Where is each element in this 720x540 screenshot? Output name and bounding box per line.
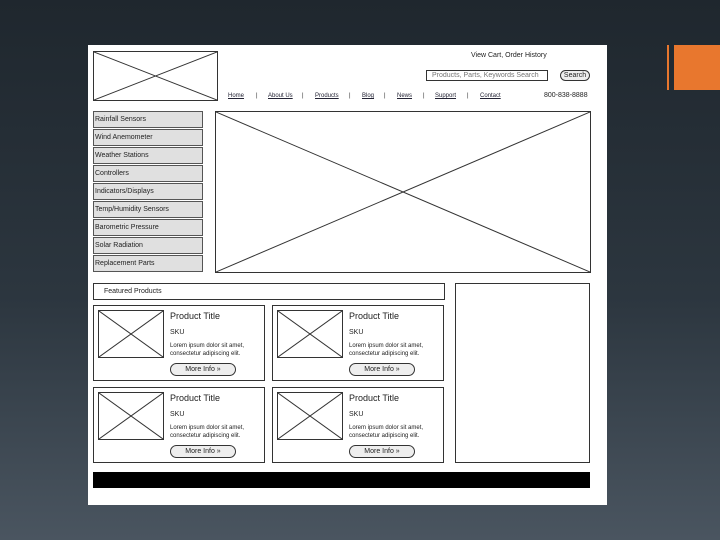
featured-products-heading: Featured Products <box>93 283 445 300</box>
more-info-button[interactable]: More Info » <box>170 363 236 376</box>
nav-home[interactable]: Home <box>228 93 245 99</box>
product-sku: SKU <box>170 411 185 418</box>
product-card[interactable] <box>272 305 444 381</box>
sidebar-item-indicators-displays[interactable]: Indicators/Displays <box>93 183 203 200</box>
more-info-button[interactable]: More Info » <box>349 363 415 376</box>
product-title[interactable]: Product Title <box>170 311 221 321</box>
image-placeholder-icon <box>278 393 342 439</box>
image-placeholder-icon <box>99 311 163 357</box>
nav-separator: | <box>467 93 469 99</box>
product-card[interactable] <box>93 387 265 463</box>
footer-bar <box>93 472 590 488</box>
image-placeholder-icon <box>99 393 163 439</box>
sidebar-item-weather-stations[interactable]: Weather Stations <box>93 147 203 164</box>
nav-separator: | <box>384 93 386 99</box>
product-description: Lorem ipsum dolor sit amet, consectetur adipiscing elit. <box>349 425 424 439</box>
sidebar-item-rainfall-sensors[interactable]: Rainfall Sensors <box>93 111 203 128</box>
nav-separator: | <box>256 93 258 99</box>
product-description: Lorem ipsum dolor sit amet, consectetur adipiscing elit. <box>349 343 424 357</box>
sidebar-item-temp-humidity-sensors[interactable]: Temp/Humidity Sensors <box>93 201 203 218</box>
product-title[interactable]: Product Title <box>349 311 400 321</box>
hero-banner-placeholder[interactable] <box>215 111 591 273</box>
product-sku: SKU <box>349 411 364 418</box>
image-placeholder-icon <box>94 52 217 100</box>
nav-blog[interactable]: Blog <box>362 93 375 99</box>
nav-separator: | <box>302 93 304 99</box>
product-image-placeholder[interactable] <box>98 392 164 440</box>
search-input[interactable] <box>426 70 548 81</box>
more-info-button[interactable]: More Info » <box>349 445 415 458</box>
product-title[interactable]: Product Title <box>170 393 221 403</box>
sidebar-item-replacement-parts[interactable]: Replacement Parts <box>93 255 203 272</box>
product-sku: SKU <box>349 329 364 336</box>
image-placeholder-icon <box>216 112 590 272</box>
sidebar-ad-box <box>455 283 590 463</box>
sidebar-item-wind-anemometer[interactable]: Wind Anemometer <box>93 129 203 146</box>
product-description: Lorem ipsum dolor sit amet, consectetur adipiscing elit. <box>170 425 245 439</box>
product-image-placeholder[interactable] <box>277 392 343 440</box>
product-description: Lorem ipsum dolor sit amet, consectetur adipiscing elit. <box>170 343 245 357</box>
nav-products[interactable]: Products <box>315 93 339 99</box>
sidebar-item-controllers[interactable]: Controllers <box>93 165 203 182</box>
product-image-placeholder[interactable] <box>98 310 164 358</box>
nav-news[interactable]: News <box>397 93 413 99</box>
accent-block <box>674 45 720 90</box>
nav-contact[interactable]: Contact <box>480 93 501 99</box>
nav-about[interactable]: About Us <box>268 93 293 99</box>
sidebar-item-barometric-pressure[interactable]: Barometric Pressure <box>93 219 203 236</box>
phone-number: 800-838-8888 <box>544 92 588 99</box>
search-button[interactable]: Search <box>560 70 590 81</box>
more-info-button[interactable]: More Info » <box>170 445 236 458</box>
product-title[interactable]: Product Title <box>349 393 400 403</box>
sidebar-item-solar-radiation[interactable]: Solar Radiation <box>93 237 203 254</box>
wireframe-page <box>88 45 607 505</box>
logo-placeholder[interactable] <box>93 51 218 101</box>
product-card[interactable] <box>93 305 265 381</box>
nav-separator: | <box>349 93 351 99</box>
product-card[interactable] <box>272 387 444 463</box>
image-placeholder-icon <box>278 311 342 357</box>
product-image-placeholder[interactable] <box>277 310 343 358</box>
accent-line <box>667 45 669 90</box>
utility-links[interactable]: View Cart, Order History <box>471 52 547 59</box>
nav-separator: | <box>423 93 425 99</box>
product-sku: SKU <box>170 329 185 336</box>
nav-support[interactable]: Support <box>435 93 457 99</box>
